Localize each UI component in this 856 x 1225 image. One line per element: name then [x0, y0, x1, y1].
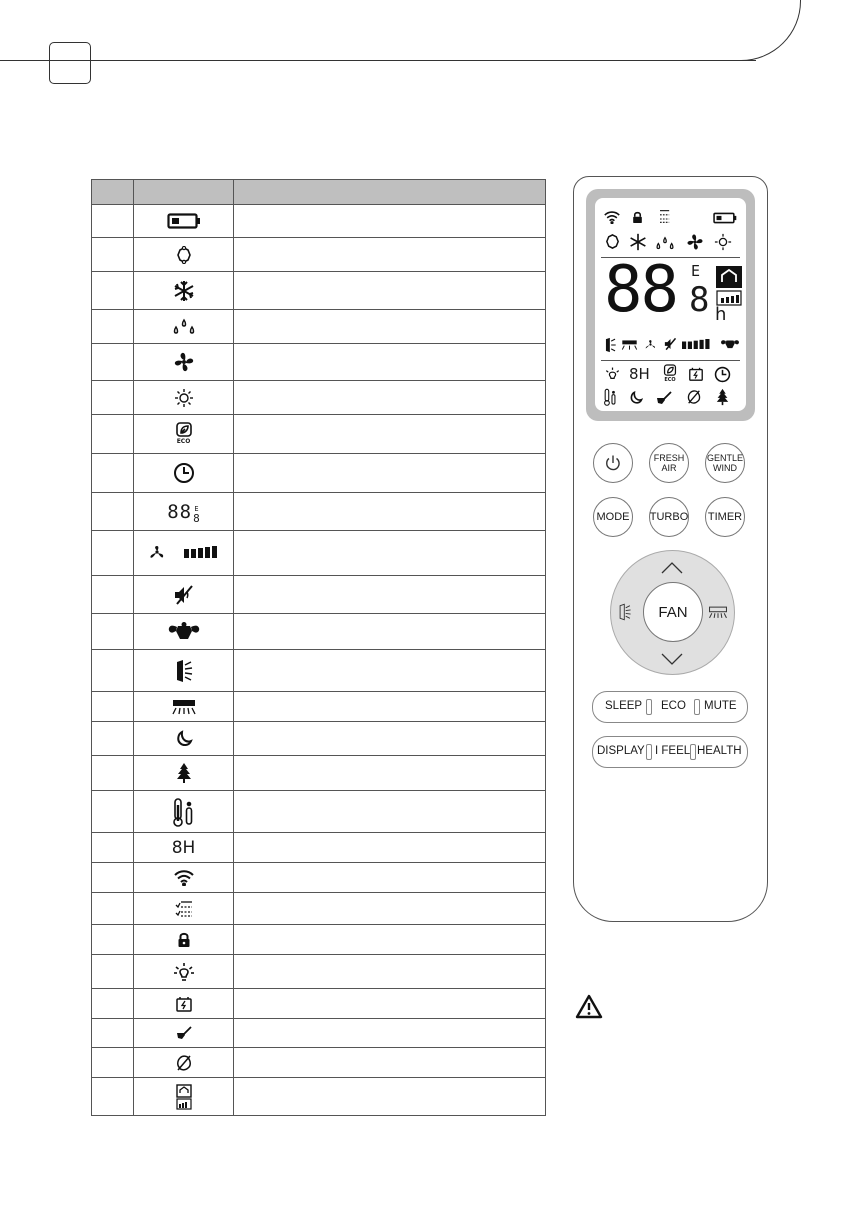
table-row	[92, 381, 546, 415]
display-ifeel-health-bar	[592, 736, 748, 768]
wifi-icon	[604, 211, 620, 224]
fresh-air-tree-icon	[716, 388, 729, 406]
pill-divider	[694, 699, 700, 715]
sleep-eco-mute-bar	[592, 691, 748, 723]
sun-heat-icon	[174, 388, 194, 408]
table-row	[92, 310, 546, 344]
clock-timer-icon	[173, 462, 195, 484]
lock-icon	[632, 211, 643, 224]
home-signal-icon	[176, 1084, 192, 1110]
wifi-icon	[174, 870, 194, 886]
pill-divider	[646, 699, 652, 715]
header-cell-no	[92, 180, 134, 205]
top-rule	[0, 60, 756, 61]
pill-divider	[690, 744, 696, 760]
lcd-8h: 8H	[629, 365, 650, 383]
drops-dry-icon	[655, 236, 675, 251]
power-button[interactable]	[593, 443, 633, 483]
pill-divider	[646, 744, 652, 760]
auto-mode-icon	[175, 246, 193, 264]
fan-speed-icon	[644, 338, 657, 351]
lcd-small-digit: 8	[689, 280, 710, 320]
sleep-button[interactable]: SLEEP	[605, 700, 643, 712]
table-row	[92, 238, 546, 272]
drops-dry-icon	[172, 318, 196, 336]
table-row	[92, 576, 546, 614]
header-cell-desc	[234, 180, 546, 205]
no-anion-icon	[175, 1054, 193, 1072]
vertical-swing-button-icon[interactable]	[618, 603, 632, 621]
table-row	[92, 833, 546, 863]
direction-pad	[591, 550, 752, 675]
eco-leaf-icon: ECO	[175, 422, 193, 445]
fan-speed-icon	[148, 545, 220, 559]
temperature-display-icon: 88 E 8	[167, 500, 200, 525]
mode-button[interactable]: MODE	[593, 497, 633, 537]
warning-triangle-icon	[575, 994, 603, 1019]
table-header-row	[92, 180, 546, 205]
gentle-wind-icon	[655, 209, 670, 224]
table-row	[92, 1078, 546, 1116]
health-icon	[175, 995, 193, 1013]
table-row	[92, 614, 546, 650]
eco-leaf-icon: ECO	[663, 364, 677, 383]
table-row	[92, 415, 546, 454]
down-arrow-icon[interactable]	[661, 653, 683, 665]
vertical-swing-icon	[174, 659, 194, 683]
display-light-icon	[173, 961, 195, 983]
clean-icon	[656, 391, 672, 405]
fan-icon	[686, 233, 704, 251]
table-row	[92, 955, 546, 989]
table-row	[92, 493, 546, 531]
lcd-separator	[601, 360, 740, 361]
vertical-swing-icon	[604, 337, 617, 353]
horizontal-swing-button-icon[interactable]	[708, 606, 728, 619]
table-row	[92, 893, 546, 925]
table-row	[92, 722, 546, 756]
table-row	[92, 692, 546, 722]
i-feel-button[interactable]: I FEEL	[655, 745, 691, 757]
turbo-muscle-icon	[167, 622, 201, 642]
table-row	[92, 205, 546, 238]
mute-icon	[663, 337, 678, 351]
table-row	[92, 925, 546, 955]
auto-mode-icon	[604, 233, 621, 250]
top-corner-arc	[740, 0, 801, 61]
table-row	[92, 1048, 546, 1078]
mute-button[interactable]: MUTE	[704, 700, 737, 712]
header-cell-icon	[134, 180, 234, 205]
gentle-wind-icon	[175, 900, 193, 918]
timer-button[interactable]: TIMER	[705, 497, 745, 537]
battery-icon	[713, 212, 737, 224]
fan-speed-bars-icon	[682, 339, 712, 349]
table-row	[92, 344, 546, 381]
horizontal-swing-icon	[171, 699, 197, 715]
i-feel-icon	[173, 797, 195, 827]
8h-icon: 8H	[171, 837, 196, 858]
sun-heat-icon	[714, 233, 732, 251]
table-row	[92, 531, 546, 576]
clock-timer-icon	[714, 366, 731, 383]
no-anion-icon	[686, 389, 702, 405]
fan-icon	[173, 351, 195, 373]
table-row	[92, 756, 546, 791]
snowflake-cool-icon	[629, 233, 647, 251]
health-icon	[688, 366, 704, 382]
battery-icon	[167, 213, 201, 229]
clean-icon	[176, 1026, 192, 1040]
table-row	[92, 791, 546, 833]
table-row	[92, 1019, 546, 1048]
sleep-moon-icon	[174, 729, 194, 749]
table-row	[92, 650, 546, 692]
turbo-muscle-icon	[720, 338, 740, 350]
i-feel-icon	[604, 388, 617, 406]
horizontal-swing-icon	[621, 339, 638, 351]
lcd-screen	[595, 198, 746, 411]
gentle-wind-button[interactable]: GENTLE WIND	[705, 443, 745, 483]
fresh-air-button[interactable]: FRESH AIR	[649, 443, 689, 483]
health-button[interactable]: HEALTH	[697, 745, 742, 757]
sleep-moon-icon	[628, 390, 644, 406]
fan-button[interactable]: FAN	[643, 582, 703, 642]
display-button[interactable]: DISPLAY	[597, 745, 645, 757]
display-light-icon	[604, 366, 621, 383]
eco-button[interactable]: ECO	[661, 700, 686, 712]
lcd-unit: E	[691, 262, 701, 280]
page-number-box	[49, 42, 91, 84]
power-icon	[604, 454, 622, 472]
lcd-frame	[586, 189, 755, 421]
icon-table	[91, 179, 546, 1116]
table-row	[92, 863, 546, 893]
lcd-big-digits: 88	[604, 253, 678, 327]
lcd-hours: h	[715, 304, 727, 325]
lock-icon	[177, 932, 191, 948]
snowflake-cool-icon	[173, 280, 195, 302]
turbo-button[interactable]: TURBO	[649, 497, 689, 537]
fresh-air-tree-icon	[176, 762, 192, 784]
up-arrow-icon[interactable]	[661, 562, 683, 574]
table-row	[92, 272, 546, 310]
mute-icon	[172, 584, 196, 606]
home-signal-icon	[716, 266, 742, 306]
table-row	[92, 989, 546, 1019]
remote-control	[573, 176, 768, 922]
table-row	[92, 454, 546, 493]
